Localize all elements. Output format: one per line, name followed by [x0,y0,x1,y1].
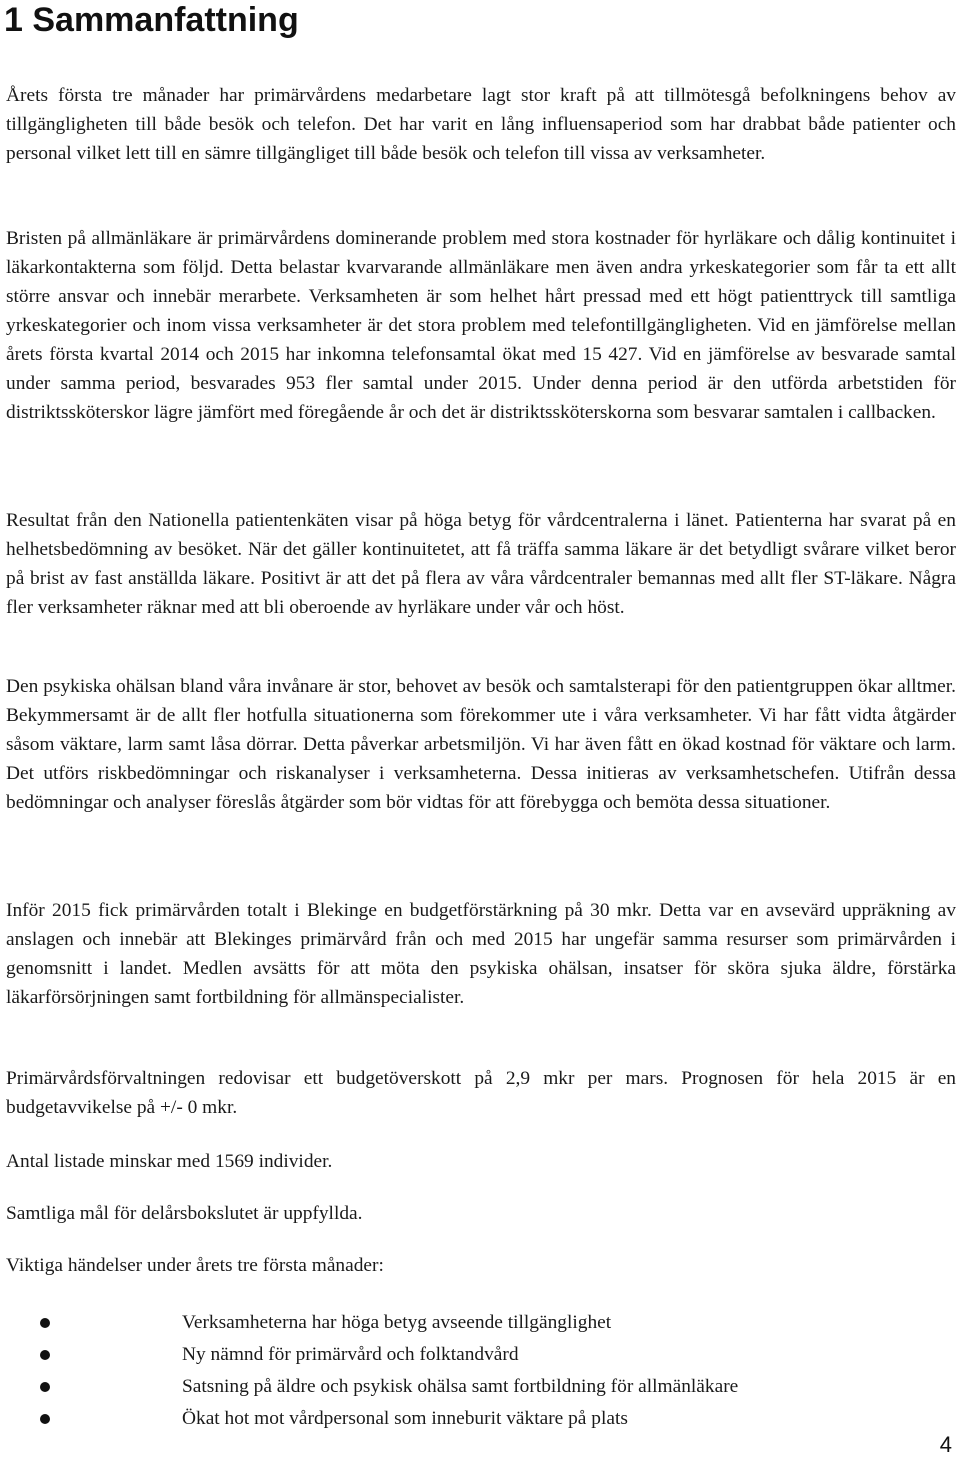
list-item-text: Ökat hot mot vårdpersonal som inneburit väktare på plats [182,1408,628,1429]
list-item [0,1371,738,1403]
paragraph-availability: Årets första tre månader har primärvårdens medarbetare lagt stor kraft på att tillmötesgå befolkningens behov av tillgängligheten till både besök och telefon. Det har varit en lång influensaperiod som har drabbat både patienter och personal vilket lett till en sämre tillgängliget till både besök och telefon till vissa av verksamheter. [6,85,956,164]
paragraph-budget-surplus: Primärvårdsförvaltningen redovisar ett budgetöverskott på 2,9 mkr per mars. Prognosen för hela 2015 är en budgetavvikelse på +/- 0 mkr. [6,1068,956,1118]
bullet-icon [40,1318,50,1328]
page-number: 4 [939,1432,952,1457]
paragraph-goals: Samtliga mål för delårsbokslutet är uppfyllda. [6,1203,363,1224]
paragraph-mental-health: Den psykiska ohälsan bland våra invånare är stor, behovet av besök och samtalsterapi för den patientgruppen ökar alltmer. Bekymmersamt är de allt fler hotfulla situationerna som förekommer ute i våra verksamheter. Vi har fått vidta åtgärder såsom väktare, larm samt låsa dörrar. Detta påverkar arbetsmiljön. Vi har även fått en ökad kostnad för väktare och larm. Det utförs riskbedömningar och riskanalyser i verksamheterna. Dessa initieras av verksamhetschefen. Utifrån dessa bedömningar och analyser föreslås åtgärder som bör vidtas för att förebygga och bemöta dessa situationer. [6,676,956,813]
bullet-icon [40,1414,50,1424]
list-item [0,1403,738,1435]
list-item [0,1307,738,1339]
paragraph-budget-boost: Inför 2015 fick primärvården totalt i Blekinge en budgetförstärkning på 30 mkr. Detta var en avsevärd uppräkning av anslagen och innebär att Blekinges primärvård från och med 2015 har ungefär samma resurser som primärvården i genomsnitt i landet. Medlen avsätts för att möta den psykiska ohälsan, insatser för sköra sjuka äldre, förstärka läkarförsörjningen samt fortbildning för allmänspecialister. [6,900,956,1008]
paragraph-doctor-shortage: Bristen på allmänläkare är primärvårdens dominerande problem med stora kostnader för hyrläkare och dålig kontinuitet i läkarkontakterna som följd. Detta belastar kvarvarande allmänläkare men även andra yrkeskategorier som får ta ett allt större ansvar och innebär merarbete. Verksamheten är som helhet hårt pressad med ett högt patienttryck till samtliga yrkeskategorier och inom vissa verksamheter är det stora problem med telefontillgängligheten. Vid en jämförelse mellan årets första kvartal 2014 och 2015 har inkomna telefonsamtal ökat med 15 427. Vid en jämförelse av besvarade samtal under samma period, besvarades 953 fler samtal under 2015. Under denna period är den utförda arbetstiden för distriktssköterskor lägre jämfört med föregående år och det är distriktssköterskorna som besvarar samtalen i callbacken. [6,228,956,423]
bullet-icon [40,1350,50,1360]
paragraph-listed-count: Antal listade minskar med 1569 individer. [6,1151,333,1172]
events-list [0,1307,738,1435]
section-heading: 1 Sammanfattning [4,1,299,39]
list-item-text: Satsning på äldre och psykisk ohälsa samt fortbildning för allmänläkare [182,1376,739,1397]
list-item-text: Verksamheterna har höga betyg avseende tillgänglighet [182,1312,612,1333]
paragraph-patient-survey: Resultat från den Nationella patientenkäten visar på höga betyg för vårdcentralerna i länet. Patienterna har svarat på en helhetsbedömning av besöket. När det gäller kontinuitetet, att få träffa samma läkare är det betydligt svårare vilket beror på brist av fast anställda läkare. Positivt är att det på flera av våra vårdcentraler bemannas med allt fler ST-läkare. Några fler verksamheter räknar med att bli oberoende av hyrläkare under vår och höst. [6,510,956,618]
bullet-icon [40,1382,50,1392]
list-item-text: Ny nämnd för primärvård och folktandvård [182,1344,519,1365]
paragraph-events-intro: Viktiga händelser under årets tre första månader: [6,1255,384,1276]
list-item [0,1339,738,1371]
